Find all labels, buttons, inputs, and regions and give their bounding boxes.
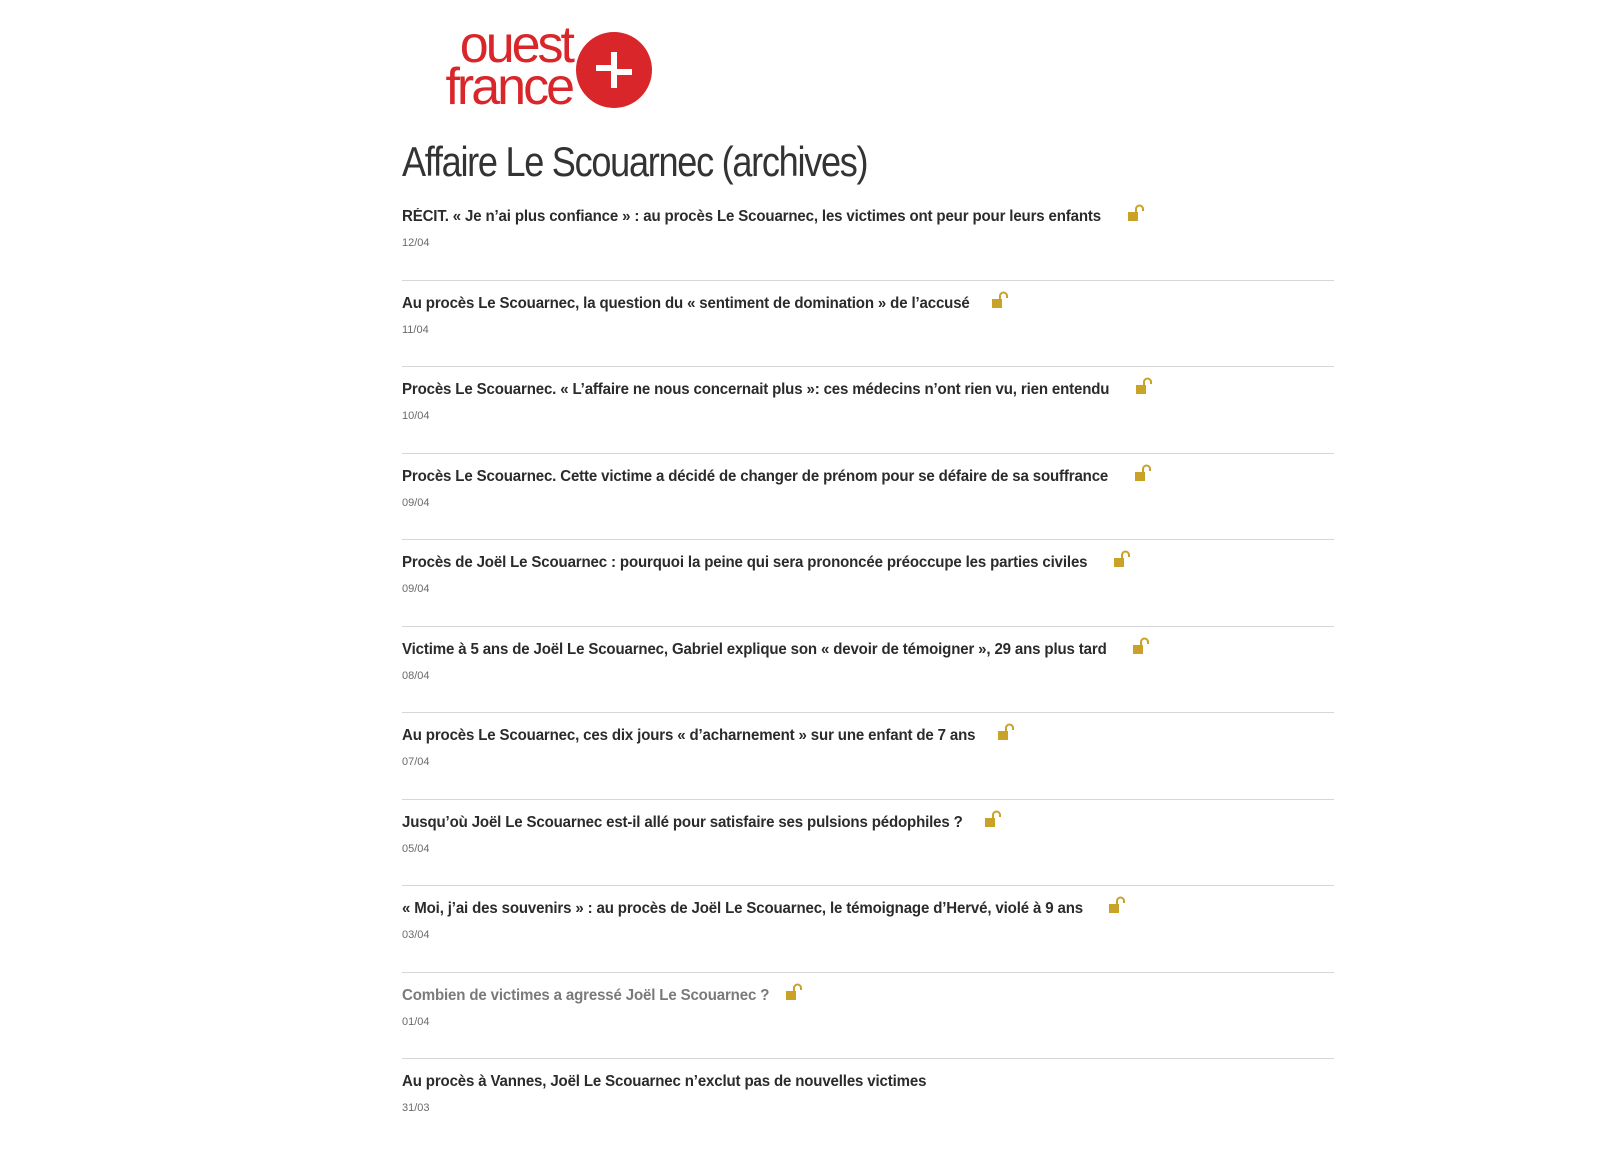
article-date: 07/04 bbox=[402, 756, 430, 768]
article-title-link[interactable]: Au procès Le Scouarnec, ces dix jours « d’acharnement » sur une enfant de 7 ans bbox=[402, 727, 976, 744]
article-title-row bbox=[402, 553, 1130, 573]
article-title-link[interactable]: RÉCIT. « Je n’ai plus confiance » : au procès Le Scouarnec, les victimes ont peur pour leurs enfants bbox=[402, 208, 1101, 225]
open-lock-icon bbox=[1127, 204, 1144, 222]
open-lock-icon bbox=[785, 983, 802, 1001]
article-item[interactable] bbox=[402, 540, 1334, 627]
article-title-link[interactable]: Procès de Joël Le Scouarnec : pourquoi la peine qui sera prononcée préoccupe les parties civiles bbox=[402, 554, 1088, 571]
article-item[interactable] bbox=[402, 367, 1334, 454]
article-title-link[interactable]: Jusqu’où Joël Le Scouarnec est-il allé pour satisfaire ses pulsions pédophiles ? bbox=[402, 813, 963, 831]
article-title-row bbox=[402, 899, 1125, 919]
open-lock-icon bbox=[984, 810, 1001, 828]
ouest-france-emblem-icon bbox=[576, 32, 652, 108]
open-lock-icon bbox=[1135, 377, 1152, 395]
article-item[interactable] bbox=[402, 1059, 1334, 1146]
ouest-france-logo[interactable] bbox=[392, 16, 652, 116]
article-title-link[interactable]: Au procès à Vannes, Joël Le Scouarnec n’exclut pas de nouvelles victimes bbox=[402, 1073, 927, 1090]
article-item[interactable] bbox=[402, 973, 1334, 1060]
article-date: 10/04 bbox=[402, 410, 430, 422]
article-title-row bbox=[402, 380, 1152, 400]
article-date: 11/04 bbox=[402, 323, 429, 336]
logo-line-ouest: ouest bbox=[459, 16, 572, 74]
open-lock-icon bbox=[1108, 896, 1125, 914]
article-item[interactable] bbox=[402, 281, 1334, 368]
article-title-link[interactable]: Combien de victimes a agressé Joël Le Scouarnec ? bbox=[402, 986, 770, 1004]
article-title-link[interactable]: Procès Le Scouarnec. « L’affaire ne nous concernait plus »: ces médecins n’ont rien vu, rien entendu bbox=[402, 381, 1110, 398]
article-item[interactable] bbox=[402, 627, 1334, 714]
article-title-link[interactable]: Victime à 5 ans de Joël Le Scouarnec, Gabriel explique son « devoir de témoigner », 29 ans plus tard bbox=[402, 640, 1107, 658]
article-item[interactable] bbox=[402, 454, 1334, 541]
article-title-link[interactable]: Procès Le Scouarnec. Cette victime a décidé de changer de prénom pour se défaire de sa souffrance bbox=[402, 467, 1109, 485]
article-date: 12/04 bbox=[402, 237, 430, 249]
article-title-row bbox=[402, 640, 1149, 660]
open-lock-icon bbox=[991, 291, 1008, 309]
article-item[interactable] bbox=[402, 886, 1334, 973]
article-title-row bbox=[402, 813, 1001, 833]
open-lock-icon bbox=[1132, 637, 1149, 655]
article-item[interactable] bbox=[402, 194, 1334, 281]
article-date: 03/04 bbox=[402, 929, 430, 941]
article-title-link[interactable]: Au procès Le Scouarnec, la question du « sentiment de domination » de l’accusé bbox=[402, 294, 970, 312]
article-date: 01/04 bbox=[402, 1015, 430, 1028]
article-date: 05/04 bbox=[402, 842, 430, 855]
article-date: 08/04 bbox=[402, 669, 430, 682]
open-lock-icon bbox=[1113, 550, 1130, 568]
logo-line-france: france bbox=[445, 58, 572, 116]
article-title-row bbox=[402, 207, 1144, 227]
open-lock-icon bbox=[997, 723, 1014, 741]
article-title-row bbox=[402, 294, 1008, 314]
logo-wordmark bbox=[392, 16, 572, 116]
article-date: 09/04 bbox=[402, 583, 430, 595]
article-list bbox=[402, 194, 1334, 1146]
page-title: Affaire Le Scouarnec (archives) bbox=[402, 138, 868, 185]
article-title-row bbox=[402, 1072, 943, 1092]
article-title-row bbox=[402, 467, 1151, 487]
article-item[interactable] bbox=[402, 713, 1334, 800]
article-title-row bbox=[402, 986, 802, 1006]
article-title-row bbox=[402, 726, 1014, 746]
article-item[interactable] bbox=[402, 800, 1334, 887]
article-title-link[interactable]: « Moi, j’ai des souvenirs » : au procès de Joël Le Scouarnec, le témoignage d’Hervé, violé à 9 ans bbox=[402, 900, 1083, 917]
article-date: 31/03 bbox=[402, 1102, 430, 1114]
article-date: 09/04 bbox=[402, 496, 430, 509]
open-lock-icon bbox=[1134, 464, 1151, 482]
